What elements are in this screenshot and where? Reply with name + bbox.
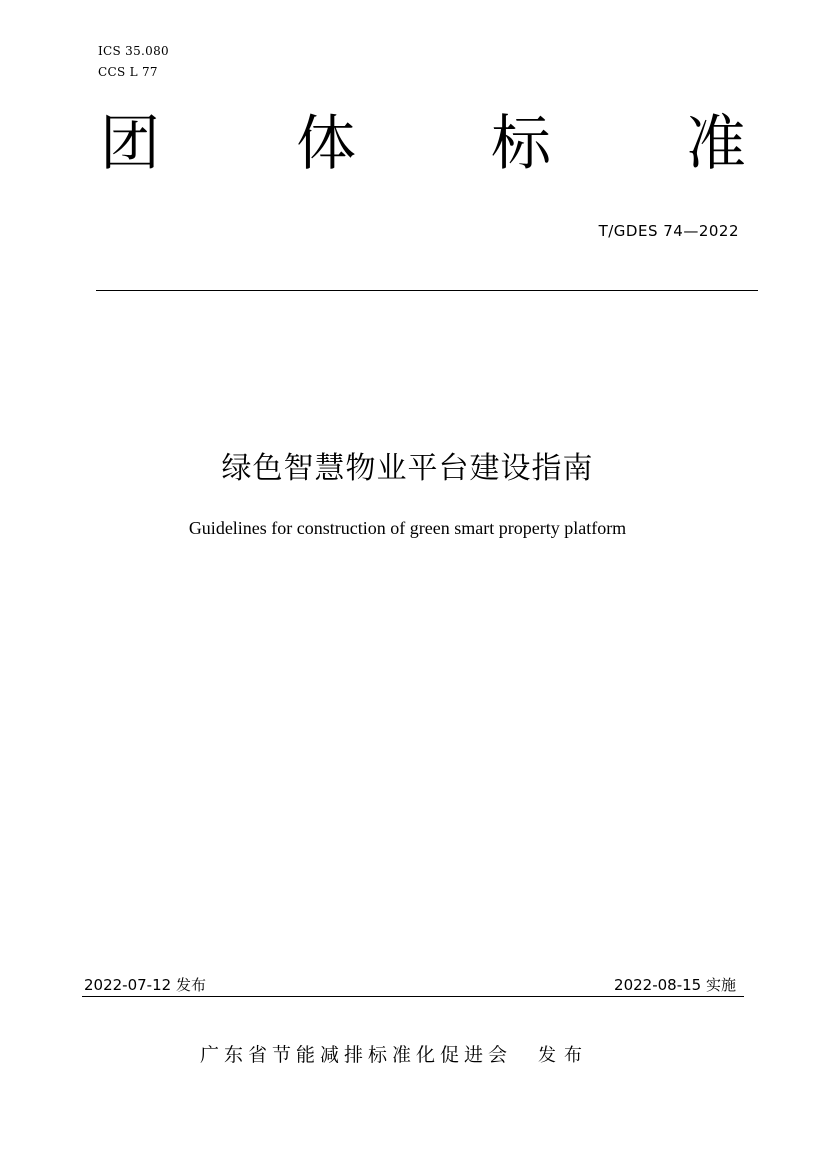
- standard-type-char-4: 准: [686, 109, 746, 179]
- implementation-date: 2022-08-15 实施: [614, 976, 736, 994]
- document-title-english: Guidelines for construction of green smart property platform: [188, 518, 627, 538]
- standard-type-heading: [96, 104, 746, 184]
- publisher-organization: 广东省节能减排标准化促进会: [200, 1044, 513, 1066]
- document-title-chinese: 绿色智慧物业平台建设指南: [221, 451, 594, 486]
- bottom-divider: [82, 996, 744, 997]
- standard-type-char-1: 团: [100, 109, 160, 179]
- release-date: 2022-07-12 发布: [84, 976, 206, 994]
- standard-number: T/GDES 74—2022: [598, 222, 739, 240]
- publisher-line: [200, 1040, 590, 1067]
- standard-type-char-2: 体: [296, 109, 356, 179]
- ics-code: ICS 35.080: [98, 44, 169, 58]
- date-row: [82, 974, 744, 996]
- top-divider: [96, 290, 758, 291]
- standard-type-char-3: 标: [491, 109, 551, 179]
- publisher-action: 发布: [538, 1045, 591, 1066]
- ccs-code: CCS L 77: [98, 65, 158, 79]
- classification-codes: [98, 41, 169, 83]
